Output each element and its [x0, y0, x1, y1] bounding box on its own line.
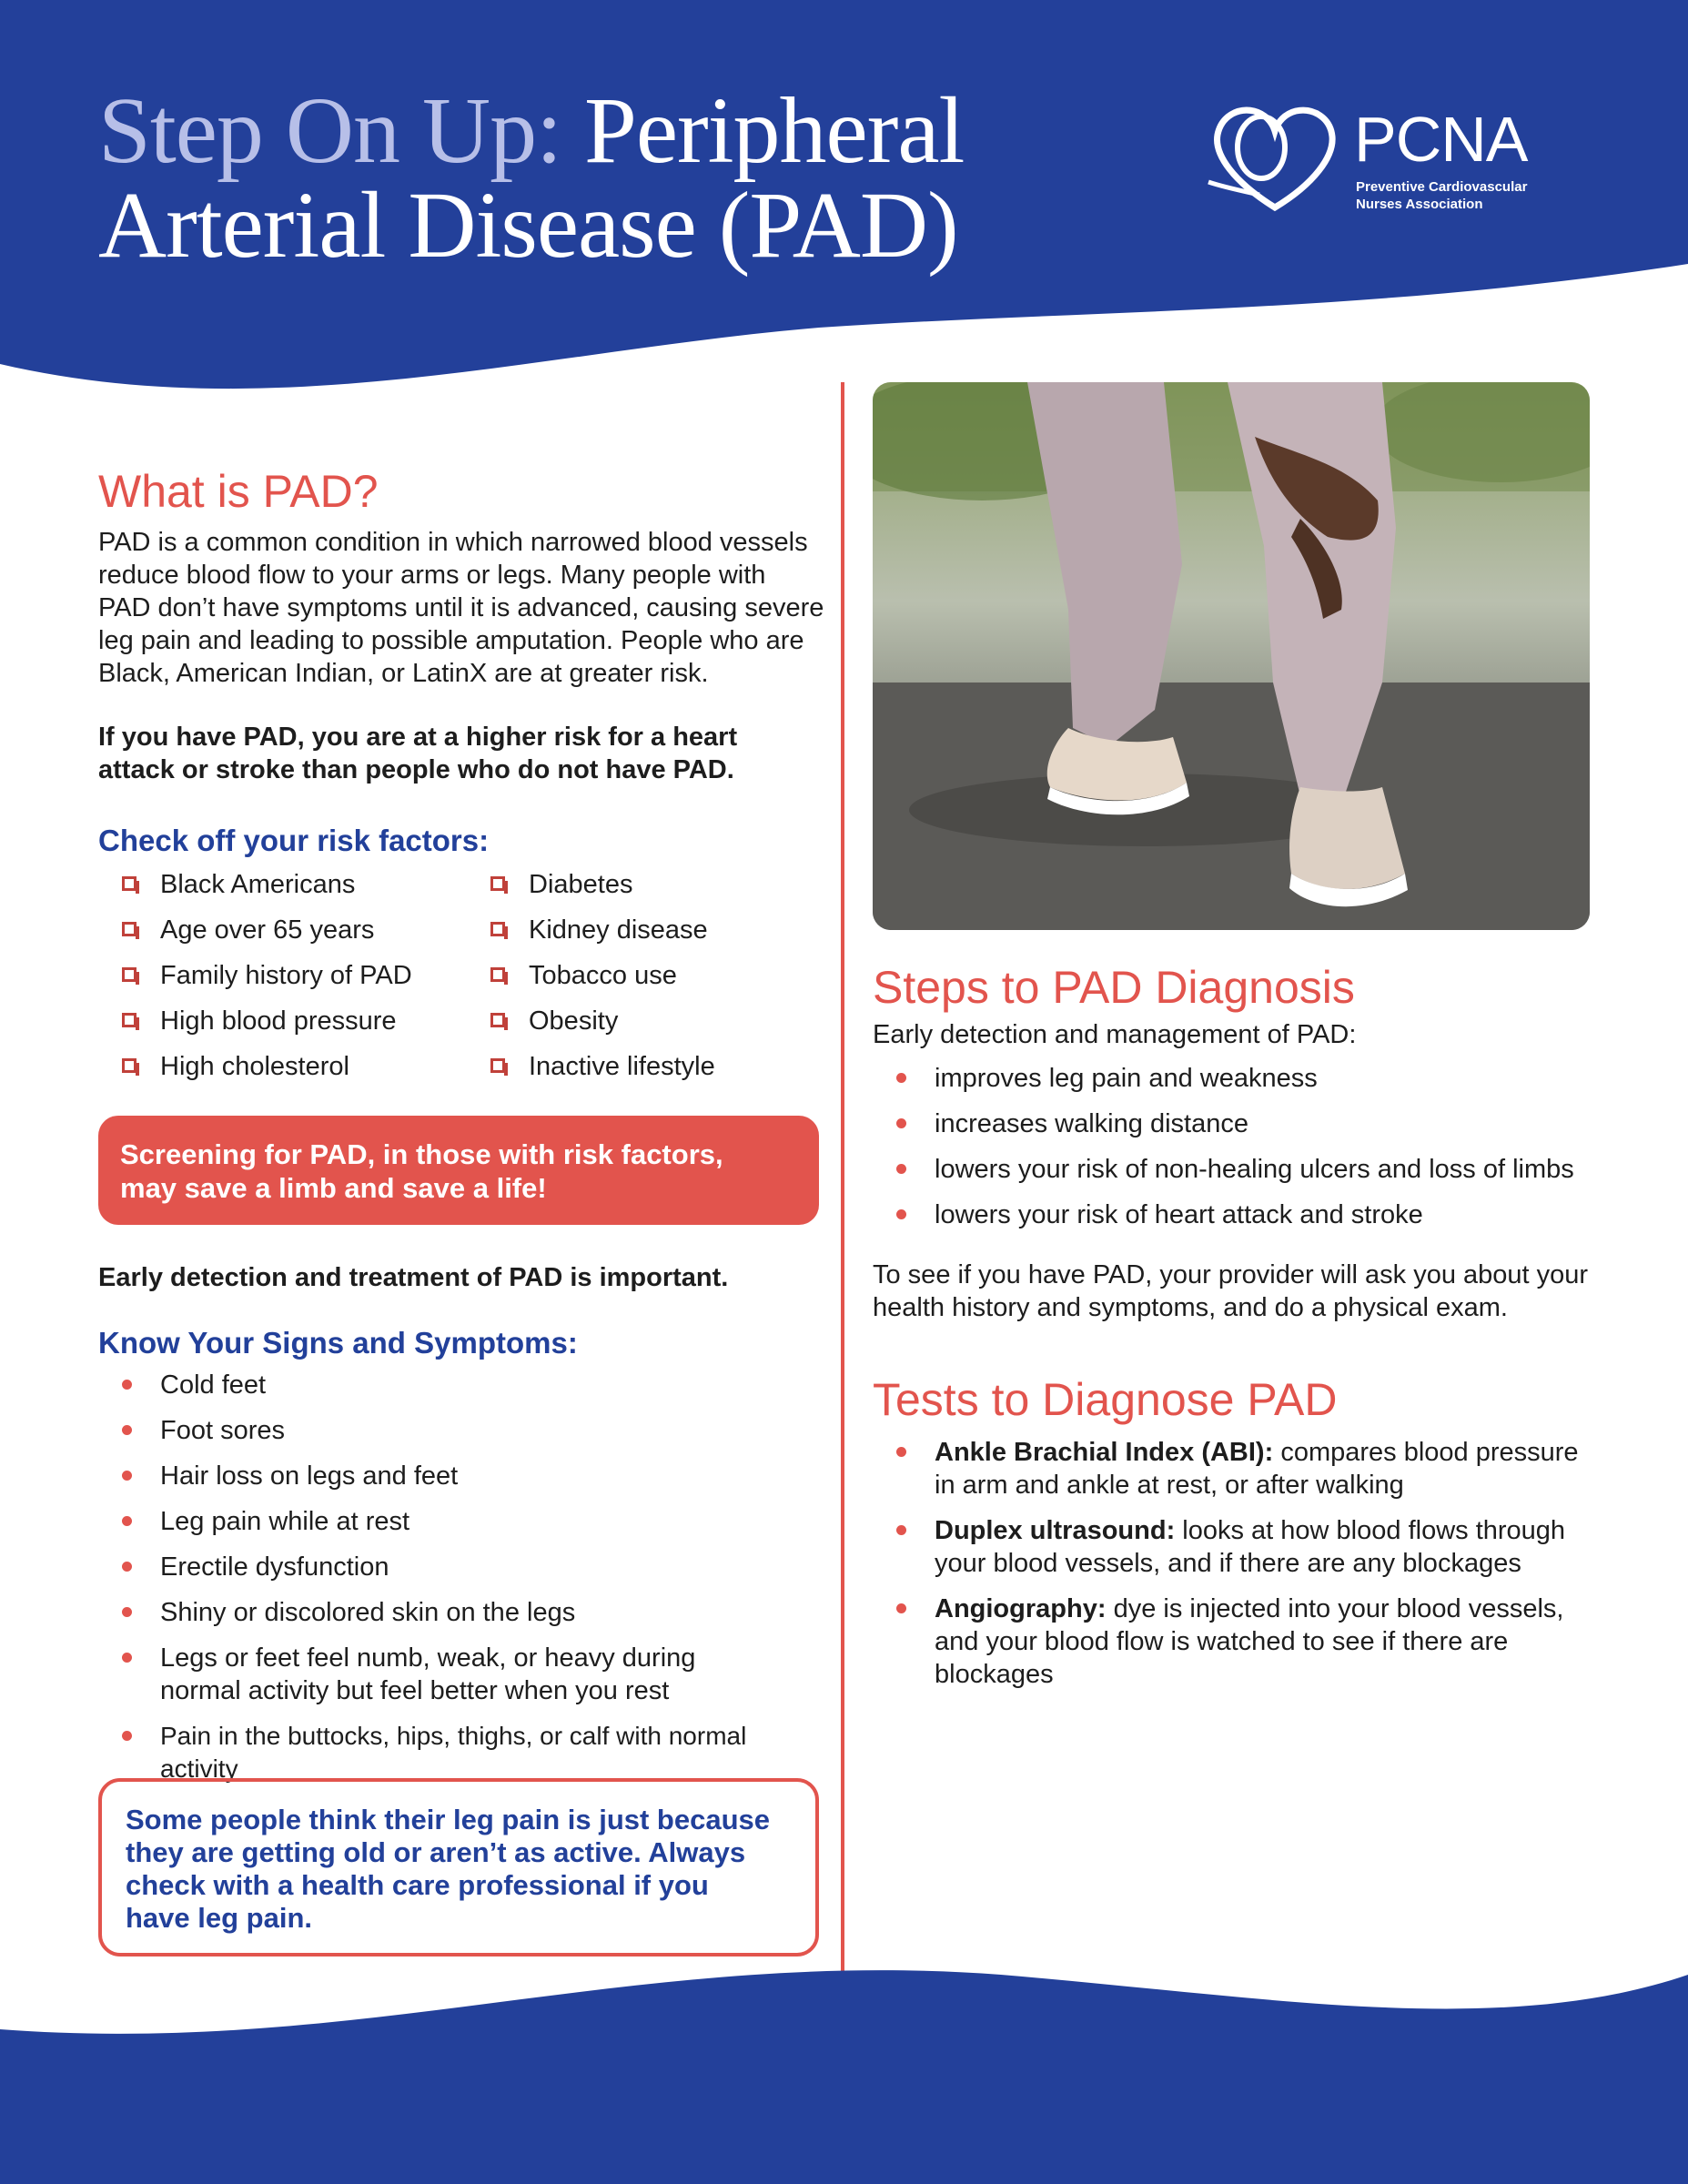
- list-item: [98, 1460, 826, 1492]
- risk-factor-checkbox[interactable]: [98, 868, 462, 901]
- risk-statement-line: If you have PAD, you are at a higher risk for a heart: [98, 723, 738, 752]
- list-item: [873, 1198, 1601, 1231]
- list-item-text: Legs or feet feel numb, weak, or heavy during normal activity but feel better when you rest: [160, 1643, 696, 1705]
- callout-line: they are getting old or aren’t as active. Always: [126, 1836, 746, 1868]
- checkbox-icon[interactable]: [122, 922, 136, 936]
- test-description: compares blood pressure in arm and ankle at rest, or after walking: [935, 1438, 1579, 1500]
- checkbox-icon[interactable]: [490, 1013, 505, 1027]
- checkbox-icon[interactable]: [122, 1013, 136, 1027]
- list-item: [98, 1414, 826, 1447]
- risk-factor-label: Kidney disease: [529, 915, 708, 945]
- risk-factor-checkbox[interactable]: [467, 1050, 822, 1083]
- paragraph-line: Black, American Indian, or LatinX are at greater risk.: [98, 659, 709, 688]
- risk-factor-checkbox[interactable]: [467, 914, 822, 946]
- list-item-text: Hair loss on legs and feet: [160, 1461, 459, 1491]
- risk-factor-label: Diabetes: [529, 870, 633, 899]
- bullet-icon: [896, 1447, 906, 1457]
- steps-outro: [873, 1259, 1601, 1324]
- test-description: looks at how blood flows through your blood vessels, and if there are any blockages: [935, 1516, 1566, 1578]
- risk-factor-label: Age over 65 years: [160, 915, 375, 945]
- symptoms-heading: Know Your Signs and Symptoms:: [98, 1326, 578, 1360]
- risk-factor-checkbox[interactable]: [467, 1005, 822, 1037]
- risk-factor-checkbox[interactable]: [98, 1050, 462, 1083]
- paragraph-line: To see if you have PAD, your provider will ask you about your: [873, 1260, 1589, 1289]
- bullet-icon: [122, 1607, 132, 1617]
- bullet-icon: [122, 1562, 132, 1572]
- risk-factor-label: Family history of PAD: [160, 961, 412, 990]
- list-item: [98, 1720, 826, 1785]
- title-line2: Arterial Disease (PAD): [98, 173, 958, 278]
- checkbox-icon[interactable]: [122, 876, 136, 891]
- risk-factor-checkbox[interactable]: [467, 868, 822, 901]
- risk-factors-right: [467, 868, 822, 1096]
- screening-callout: [98, 1116, 819, 1225]
- logo-org-name: [1356, 178, 1527, 213]
- what-is-pad-section: [98, 464, 826, 786]
- risk-factors-left: [98, 868, 462, 1096]
- risk-factor-checkbox[interactable]: [467, 959, 822, 992]
- list-item-text: Leg pain while at rest: [160, 1507, 410, 1536]
- list-item-text: Shiny or discolored skin on the legs: [160, 1598, 576, 1627]
- risk-factor-checkbox[interactable]: [98, 1005, 462, 1037]
- risk-factors-heading: Check off your risk factors:: [98, 824, 490, 857]
- heart-logo-icon: [1207, 100, 1343, 214]
- bullet-icon: [896, 1073, 906, 1083]
- tests-list: [873, 1436, 1582, 1691]
- test-name: Duplex ultrasound:: [935, 1516, 1176, 1545]
- leg-pain-photo: [873, 382, 1590, 930]
- test-name: Angiography:: [935, 1594, 1107, 1623]
- paragraph-line: health history and symptoms, and do a physical exam.: [873, 1293, 1508, 1322]
- list-item: [98, 1369, 826, 1401]
- list-item-text: lowers your risk of non-healing ulcers and loss of limbs: [935, 1155, 1574, 1184]
- risk-factor-label: Black Americans: [160, 870, 356, 899]
- risk-factor-label: Tobacco use: [529, 961, 677, 990]
- title-light: Step On Up:: [98, 78, 561, 183]
- list-item: [98, 1642, 826, 1707]
- bullet-icon: [122, 1516, 132, 1526]
- footer-band: [0, 1920, 1688, 2184]
- list-item: [98, 1505, 826, 1538]
- bullet-icon: [896, 1118, 906, 1128]
- tests-heading: Tests to Diagnose PAD: [873, 1374, 1338, 1425]
- bullet-icon: [122, 1653, 132, 1663]
- list-item-text: increases walking distance: [935, 1109, 1248, 1138]
- checkbox-icon[interactable]: [490, 876, 505, 891]
- runner-calf-image: [873, 382, 1590, 930]
- risk-statement-line: attack or stroke than people who do not have PAD.: [98, 755, 734, 784]
- list-item-text: Foot sores: [160, 1416, 285, 1445]
- symptoms-section: [98, 1325, 826, 1798]
- risk-factor-checkbox[interactable]: [98, 959, 462, 992]
- what-is-pad-paragraph: [98, 526, 826, 690]
- bullet-icon: [122, 1380, 132, 1390]
- callout-line: Screening for PAD, in those with risk factors,: [120, 1138, 723, 1170]
- title-line1: Peripheral: [584, 78, 965, 183]
- risk-factor-label: High blood pressure: [160, 1006, 397, 1036]
- callout-line: have leg pain.: [126, 1902, 313, 1934]
- steps-heading: Steps to PAD Diagnosis: [873, 962, 1355, 1013]
- risk-factor-label: Inactive lifestyle: [529, 1052, 715, 1081]
- what-is-pad-heading: What is PAD?: [98, 466, 379, 517]
- callout-line: Some people think their leg pain is just because: [126, 1804, 771, 1835]
- steps-intro: Early detection and management of PAD:: [873, 1020, 1357, 1049]
- bullet-icon: [122, 1471, 132, 1481]
- column-divider: [841, 382, 844, 1977]
- bullet-icon: [896, 1164, 906, 1174]
- bullet-icon: [896, 1525, 906, 1535]
- early-detection-text: Early detection and treatment of PAD is important.: [98, 1263, 729, 1292]
- bullet-icon: [896, 1603, 906, 1613]
- list-item-text: Pain in the buttocks, hips, thighs, or calf with normal activity: [160, 1722, 747, 1783]
- tests-section: [873, 1372, 1601, 1704]
- steps-section: [873, 960, 1601, 1324]
- risk-statement: [98, 721, 826, 786]
- steps-list: [873, 1062, 1601, 1231]
- checkbox-icon[interactable]: [122, 967, 136, 982]
- callout-line: check with a health care professional if you: [126, 1869, 709, 1901]
- bullet-icon: [122, 1425, 132, 1435]
- risk-factors-section: [98, 823, 826, 1105]
- risk-factor-label: Obesity: [529, 1006, 619, 1036]
- list-item-text: improves leg pain and weakness: [935, 1064, 1318, 1093]
- list-item: [98, 1596, 826, 1629]
- footer-wave: [0, 1920, 1688, 2184]
- checkbox-icon[interactable]: [490, 1058, 505, 1073]
- risk-factor-checkbox[interactable]: [98, 914, 462, 946]
- list-item: [873, 1436, 1582, 1502]
- paragraph-line: PAD don’t have symptoms until it is advanced, causing severe: [98, 593, 824, 622]
- checkbox-icon[interactable]: [490, 967, 505, 982]
- symptoms-list: [98, 1369, 826, 1785]
- pcna-logo: [1207, 100, 1552, 218]
- test-name: Ankle Brachial Index (ABI):: [935, 1438, 1274, 1467]
- list-item-text: Erectile dysfunction: [160, 1552, 389, 1582]
- list-item: [98, 1551, 826, 1583]
- paragraph-line: PAD is a common condition in which narrowed blood vessels: [98, 528, 808, 557]
- callout-line: may save a limb and save a life!: [120, 1172, 547, 1204]
- page-title: [98, 78, 965, 278]
- list-item: [873, 1153, 1601, 1186]
- logo-org-line2: Nurses Association: [1356, 197, 1483, 212]
- early-detection-statement: [98, 1261, 826, 1294]
- paragraph-line: reduce blood flow to your arms or legs. Many people with: [98, 561, 766, 590]
- checkbox-icon[interactable]: [490, 922, 505, 936]
- list-item-text: Cold feet: [160, 1370, 267, 1400]
- list-item-text: lowers your risk of heart attack and stroke: [935, 1200, 1423, 1229]
- list-item: [873, 1514, 1582, 1580]
- logo-text: PCNA: [1354, 104, 1528, 175]
- logo-org-line1: Preventive Cardiovascular: [1356, 179, 1528, 195]
- risk-factor-label: High cholesterol: [160, 1052, 349, 1081]
- bullet-icon: [896, 1209, 906, 1219]
- list-item: [873, 1592, 1582, 1691]
- bullet-icon: [122, 1731, 132, 1741]
- test-description: dye is injected into your blood vessels, and your blood flow is watched to see if there are blockages: [935, 1594, 1564, 1689]
- paragraph-line: leg pain and leading to possible amputation. People who are: [98, 626, 804, 655]
- list-item: [873, 1107, 1601, 1140]
- checkbox-icon[interactable]: [122, 1058, 136, 1073]
- list-item: [873, 1062, 1601, 1095]
